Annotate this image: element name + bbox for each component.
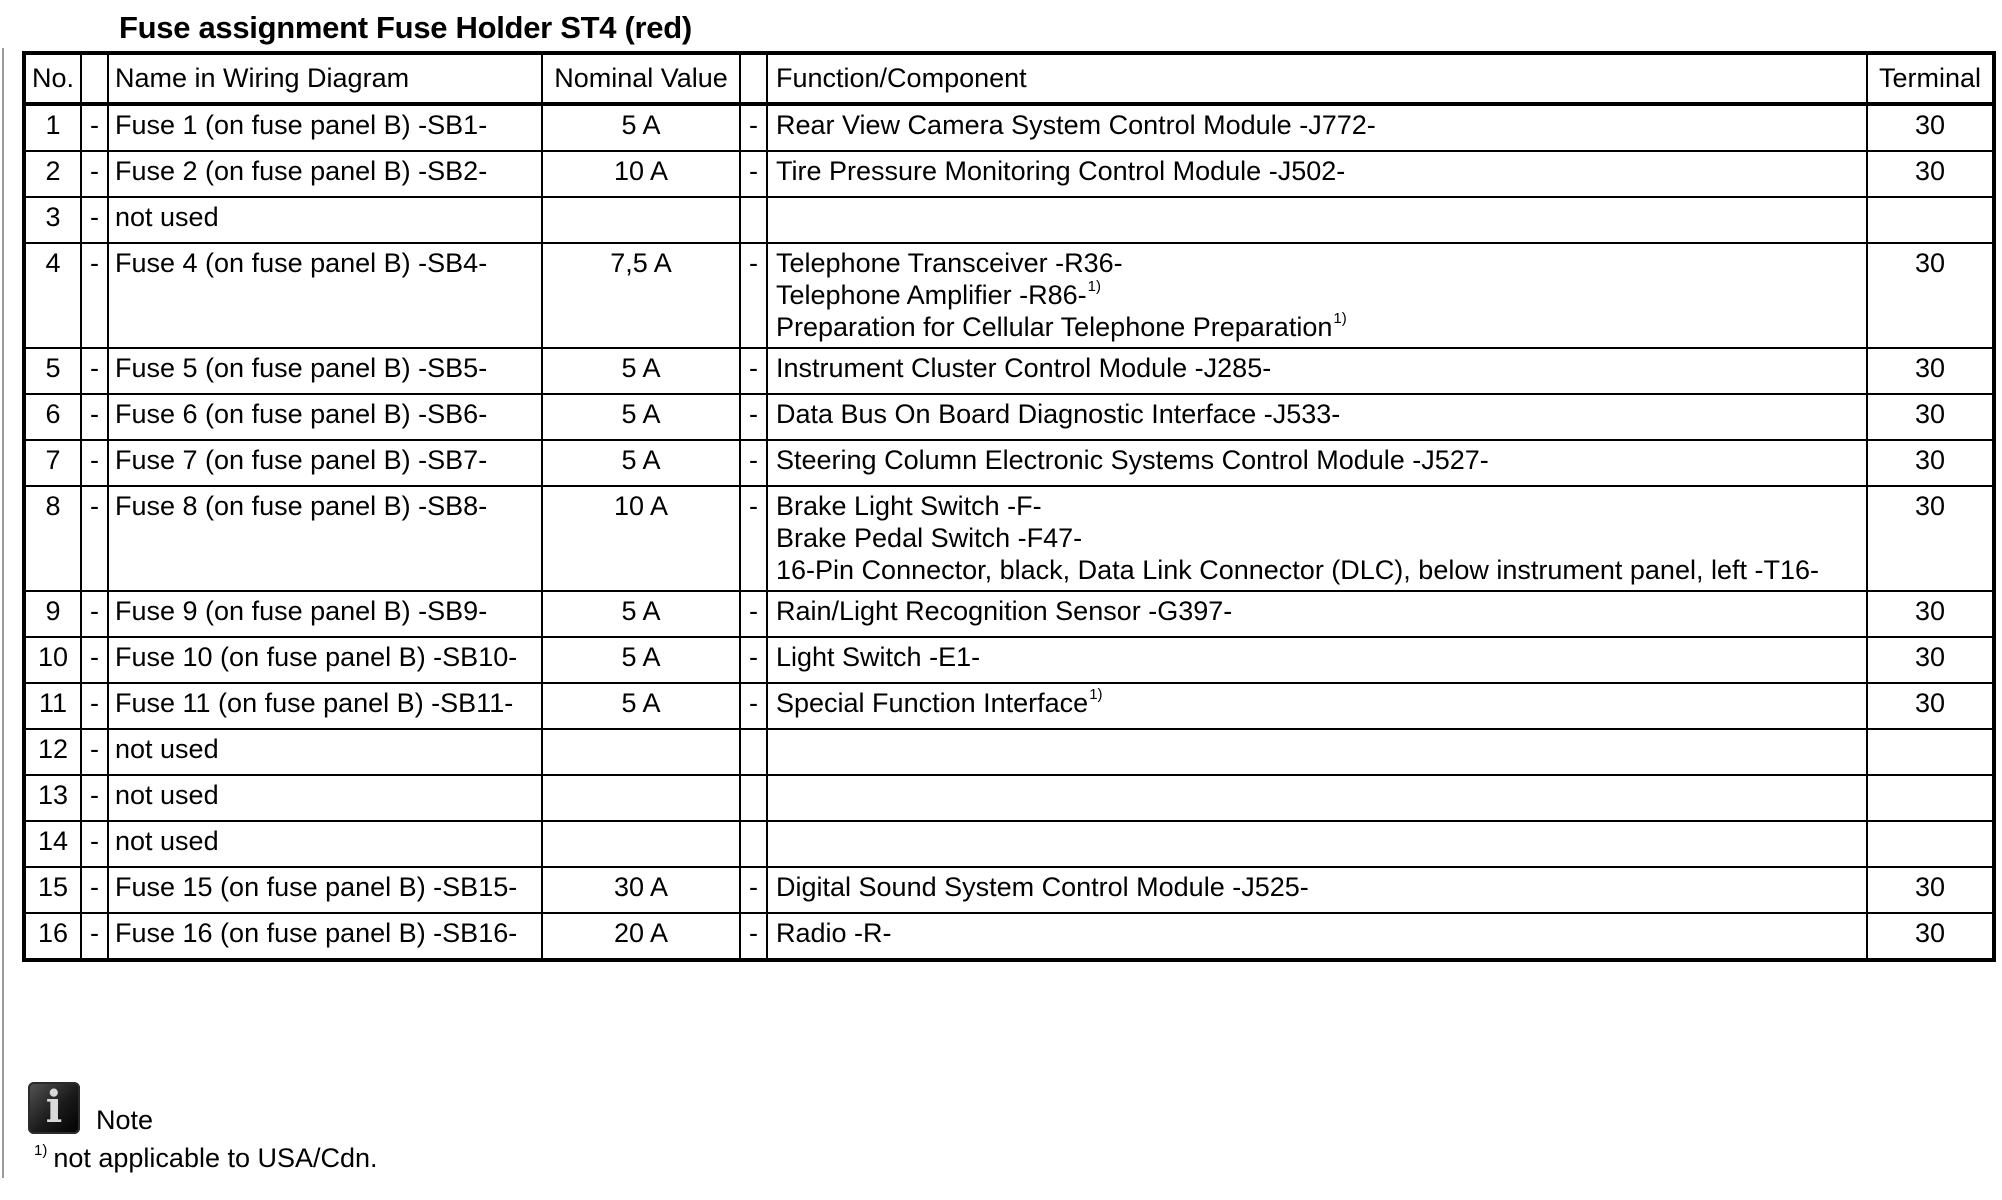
table-row — [24, 637, 1994, 683]
function-cell — [767, 394, 1867, 440]
fuse-name-cell: Fuse 1 (on fuse panel B) -SB1- — [108, 104, 542, 151]
terminal-cell: 30 — [1867, 486, 1994, 591]
separator-cell: - — [740, 440, 767, 486]
separator-cell: - — [81, 591, 108, 637]
function-cell — [767, 913, 1867, 960]
fuse-number-cell: 8 — [24, 486, 81, 591]
nominal-value-cell: 10 A — [542, 151, 740, 197]
function-line — [776, 554, 1860, 586]
fuse-number-cell: 4 — [24, 243, 81, 348]
separator-cell: - — [81, 486, 108, 591]
function-text: Brake Pedal Switch -F47- — [776, 523, 1083, 553]
terminal-cell — [1867, 197, 1994, 243]
function-line — [776, 522, 1860, 554]
function-cell — [767, 821, 1867, 867]
table-row — [24, 867, 1994, 913]
function-text: Data Bus On Board Diagnostic Interface -J533- — [776, 399, 1341, 429]
nominal-value-cell — [542, 197, 740, 243]
header-nominal-value: Nominal Value — [542, 53, 740, 104]
fuse-name-cell: Fuse 16 (on fuse panel B) -SB16- — [108, 913, 542, 960]
separator-cell: - — [81, 683, 108, 729]
function-line — [776, 109, 1860, 141]
note-title: Note — [96, 1105, 154, 1135]
function-cell — [767, 591, 1867, 637]
function-cell — [767, 197, 1867, 243]
table-row — [24, 775, 1994, 821]
function-line — [776, 490, 1860, 522]
function-cell — [767, 440, 1867, 486]
fuse-number-cell: 10 — [24, 637, 81, 683]
function-line — [776, 155, 1860, 187]
footnote-reference: 1) — [1089, 686, 1103, 703]
terminal-cell: 30 — [1867, 867, 1994, 913]
function-text: Rear View Camera System Control Module -J772- — [776, 110, 1376, 140]
page-left-rule — [2, 48, 4, 1178]
function-line — [776, 444, 1860, 476]
separator-cell: - — [81, 867, 108, 913]
header-no: No. — [24, 53, 81, 104]
separator-cell: - — [81, 394, 108, 440]
function-line — [776, 917, 1860, 949]
separator-cell: - — [81, 104, 108, 151]
fuse-number-cell: 13 — [24, 775, 81, 821]
terminal-cell: 30 — [1867, 637, 1994, 683]
fuse-name-cell: Fuse 7 (on fuse panel B) -SB7- — [108, 440, 542, 486]
info-icon-glyph: i — [45, 1082, 63, 1133]
separator-cell: - — [740, 637, 767, 683]
function-text: Special Function Interface — [776, 688, 1089, 718]
separator-cell: - — [81, 151, 108, 197]
fuse-number-cell: 2 — [24, 151, 81, 197]
separator-cell — [740, 197, 767, 243]
fuse-assignment-table — [22, 51, 1996, 962]
separator-cell: - — [740, 243, 767, 348]
function-text: Brake Light Switch -F- — [776, 491, 1042, 521]
fuse-name-cell: Fuse 10 (on fuse panel B) -SB10- — [108, 637, 542, 683]
header-spacer-1 — [81, 53, 108, 104]
fuse-name-cell: Fuse 4 (on fuse panel B) -SB4- — [108, 243, 542, 348]
fuse-name-cell: Fuse 6 (on fuse panel B) -SB6- — [108, 394, 542, 440]
footnote-reference: 1) — [1333, 310, 1347, 327]
function-line — [776, 687, 1860, 719]
terminal-cell: 30 — [1867, 440, 1994, 486]
fuse-name-cell: Fuse 9 (on fuse panel B) -SB9- — [108, 591, 542, 637]
fuse-number-cell: 16 — [24, 913, 81, 960]
function-text: Rain/Light Recognition Sensor -G397- — [776, 596, 1233, 626]
function-text: Digital Sound System Control Module -J525- — [776, 872, 1309, 902]
function-line — [776, 595, 1860, 627]
function-line — [776, 398, 1860, 430]
header-name: Name in Wiring Diagram — [108, 53, 542, 104]
separator-cell: - — [81, 821, 108, 867]
terminal-cell: 30 — [1867, 394, 1994, 440]
separator-cell: - — [740, 348, 767, 394]
separator-cell — [740, 729, 767, 775]
nominal-value-cell: 5 A — [542, 104, 740, 151]
table-row — [24, 197, 1994, 243]
function-text: Steering Column Electronic Systems Control Module -J527- — [776, 445, 1489, 475]
terminal-cell: 30 — [1867, 151, 1994, 197]
separator-cell: - — [740, 151, 767, 197]
function-text: Telephone Transceiver -R36- — [776, 248, 1123, 278]
terminal-cell — [1867, 821, 1994, 867]
separator-cell: - — [740, 913, 767, 960]
function-cell — [767, 348, 1867, 394]
header-function: Function/Component — [767, 53, 1867, 104]
function-cell — [767, 151, 1867, 197]
table-row — [24, 591, 1994, 637]
footnote-reference: 1) — [1087, 278, 1102, 295]
separator-cell: - — [81, 729, 108, 775]
fuse-name-cell: Fuse 15 (on fuse panel B) -SB15- — [108, 867, 542, 913]
nominal-value-cell: 5 A — [542, 394, 740, 440]
footnote-marker: 1) — [34, 1142, 48, 1159]
separator-cell — [740, 775, 767, 821]
separator-cell: - — [740, 683, 767, 729]
function-line — [776, 641, 1860, 673]
terminal-cell: 30 — [1867, 683, 1994, 729]
function-line — [776, 352, 1860, 384]
table-header-row — [24, 53, 1994, 104]
function-text: Light Switch -E1- — [776, 642, 981, 672]
table-row — [24, 821, 1994, 867]
fuse-name-cell: not used — [108, 729, 542, 775]
header-terminal: Terminal — [1867, 53, 1994, 104]
function-line — [776, 311, 1860, 343]
nominal-value-cell: 30 A — [542, 867, 740, 913]
separator-cell: - — [740, 867, 767, 913]
nominal-value-cell: 10 A — [542, 486, 740, 591]
fuse-name-cell: not used — [108, 821, 542, 867]
footnote-text: not applicable to USA/Cdn. — [53, 1143, 378, 1173]
fuse-name-cell: not used — [108, 197, 542, 243]
table-row — [24, 683, 1994, 729]
fuse-number-cell: 12 — [24, 729, 81, 775]
separator-cell: - — [740, 394, 767, 440]
footnote — [34, 1142, 378, 1174]
fuse-number-cell: 9 — [24, 591, 81, 637]
fuse-name-cell: Fuse 11 (on fuse panel B) -SB11- — [108, 683, 542, 729]
function-text: Preparation for Cellular Telephone Preparation — [776, 312, 1333, 342]
table-row — [24, 440, 1994, 486]
table-row — [24, 394, 1994, 440]
separator-cell: - — [740, 591, 767, 637]
function-line — [776, 871, 1860, 903]
separator-cell: - — [740, 104, 767, 151]
function-cell — [767, 486, 1867, 591]
terminal-cell: 30 — [1867, 591, 1994, 637]
function-text: 16-Pin Connector, black, Data Link Connector (DLC), below instrument panel, left -T16- — [776, 555, 1819, 585]
fuse-number-cell: 3 — [24, 197, 81, 243]
function-text: Radio -R- — [776, 918, 892, 948]
table-row — [24, 729, 1994, 775]
separator-cell: - — [81, 913, 108, 960]
fuse-number-cell: 14 — [24, 821, 81, 867]
table-row — [24, 104, 1994, 151]
function-text: Tire Pressure Monitoring Control Module -J502- — [776, 156, 1346, 186]
function-cell — [767, 729, 1867, 775]
nominal-value-cell: 5 A — [542, 637, 740, 683]
table-row — [24, 913, 1994, 960]
function-cell — [767, 104, 1867, 151]
nominal-value-cell: 7,5 A — [542, 243, 740, 348]
separator-cell: - — [81, 197, 108, 243]
fuse-name-cell: Fuse 5 (on fuse panel B) -SB5- — [108, 348, 542, 394]
fuse-number-cell: 5 — [24, 348, 81, 394]
fuse-name-cell: not used — [108, 775, 542, 821]
fuse-number-cell: 1 — [24, 104, 81, 151]
terminal-cell: 30 — [1867, 348, 1994, 394]
table-row — [24, 151, 1994, 197]
table-row — [24, 243, 1994, 348]
nominal-value-cell: 5 A — [542, 348, 740, 394]
terminal-cell — [1867, 775, 1994, 821]
function-text: Instrument Cluster Control Module -J285- — [776, 353, 1272, 383]
function-line — [776, 279, 1860, 311]
fuse-number-cell: 15 — [24, 867, 81, 913]
info-icon — [28, 1082, 80, 1134]
terminal-cell: 30 — [1867, 104, 1994, 151]
separator-cell: - — [740, 486, 767, 591]
function-cell — [767, 683, 1867, 729]
function-cell — [767, 867, 1867, 913]
function-cell — [767, 637, 1867, 683]
fuse-number-cell: 6 — [24, 394, 81, 440]
fuse-name-cell: Fuse 2 (on fuse panel B) -SB2- — [108, 151, 542, 197]
table-row — [24, 348, 1994, 394]
nominal-value-cell — [542, 729, 740, 775]
terminal-cell: 30 — [1867, 243, 1994, 348]
fuse-number-cell: 11 — [24, 683, 81, 729]
separator-cell — [740, 821, 767, 867]
fuse-name-cell: Fuse 8 (on fuse panel B) -SB8- — [108, 486, 542, 591]
function-line — [776, 247, 1860, 279]
fuse-table-body — [24, 104, 1994, 960]
header-spacer-2 — [740, 53, 767, 104]
nominal-value-cell — [542, 775, 740, 821]
nominal-value-cell: 5 A — [542, 591, 740, 637]
nominal-value-cell: 5 A — [542, 440, 740, 486]
separator-cell: - — [81, 348, 108, 394]
separator-cell: - — [81, 637, 108, 683]
table-row — [24, 486, 1994, 591]
separator-cell: - — [81, 440, 108, 486]
terminal-cell: 30 — [1867, 913, 1994, 960]
function-cell — [767, 243, 1867, 348]
nominal-value-cell — [542, 821, 740, 867]
fuse-number-cell: 7 — [24, 440, 81, 486]
page-title: Fuse assignment Fuse Holder ST4 (red) — [119, 10, 692, 45]
separator-cell: - — [81, 775, 108, 821]
separator-cell: - — [81, 243, 108, 348]
function-cell — [767, 775, 1867, 821]
terminal-cell — [1867, 729, 1994, 775]
nominal-value-cell: 5 A — [542, 683, 740, 729]
nominal-value-cell: 20 A — [542, 913, 740, 960]
function-text: Telephone Amplifier -R86- — [776, 280, 1087, 310]
